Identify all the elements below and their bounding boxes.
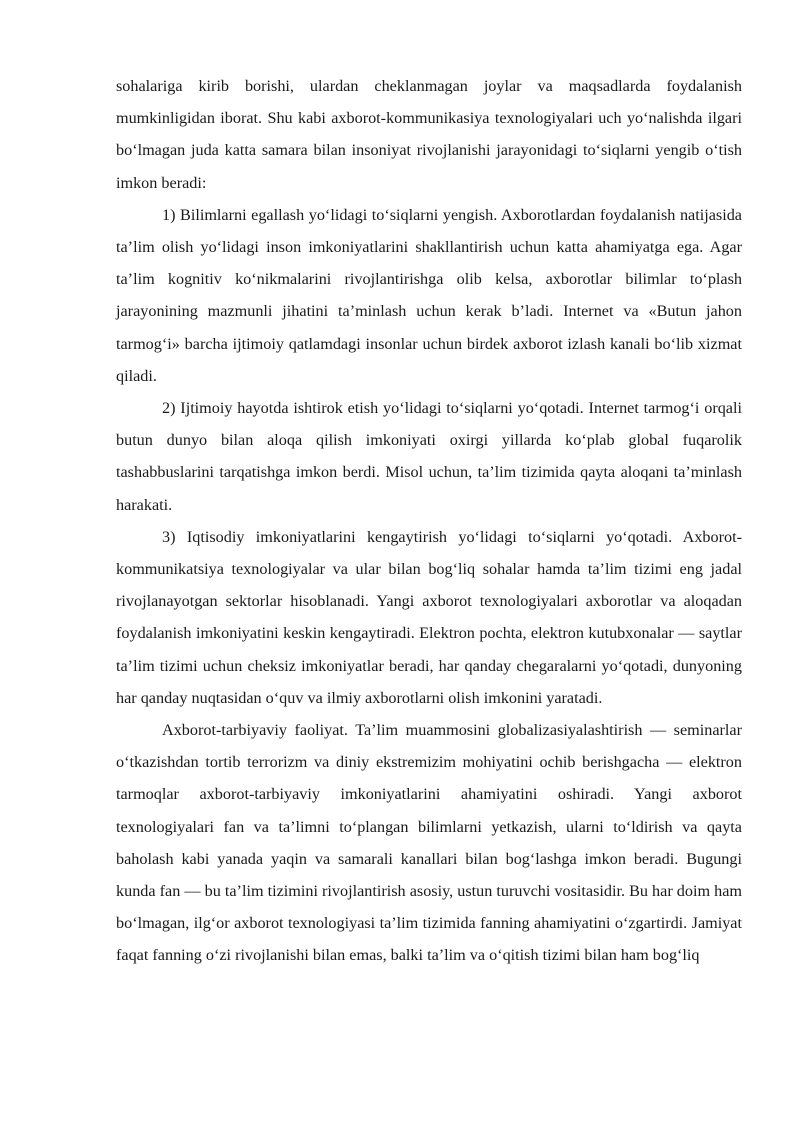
paragraph-continuation: sohalariga kirib borishi, ulardan cheklanmagan joylar va maqsadlarda foydalanish mumkinligidan iborat. Shu kabi axborot-kommunikasiya texnologiyalari uch yo‘nalishda ilgari bo‘lmagan juda katta samara bilan insoniyat rivojlanishi jarayonidagi to‘siqlarni yengib o‘tish imkon beradi: [116,77,742,192]
paragraph-point-2: 2) Ijtimoiy hayotda ishtirok etish yo‘lidagi to‘siqlarni yo‘qotadi. Internet tarmog‘i orqali butun dunyo bilan aloqa qilish imkoniyati oxirgi yillarda ko‘plab global fuqarolik tashabbuslarini tarqatishga imkon berdi. Misol uchun, ta’lim tizimida qayta aloqani ta’minlash harakati. [116,399,742,514]
document-page [116,70,742,972]
paragraph-informational-educational: Axborot-tarbiyaviy faoliyat. Ta’lim muammosini globalizasiyalashtirish — seminarlar o‘tkazishdan tortib terrorizm va diniy ekstremizim mohiyatini ochib berishgacha — elektron tarmoqlar axborot-tarbiyaviy imkoniyatlarini ahamiyatini oshiradi. Yangi axborot texnologiyalari fan va ta’limni to‘plangan bilimlarni yetkazish, ularni to‘ldirish va qayta baholash kabi yanada yaqin va samarali kanallari bilan bog‘lashga imkon beradi. Bugungi kunda fan — bu ta’lim tizimini rivojlantirish asosiy, ustun turuvchi vositasidir. Bu har doim ham bo‘lmagan, ilg‘or axborot texnologiyasi ta’lim tizimida fanning ahamiyatini o‘zgartirdi. Jamiyat faqat fanning o‘zi rivojlanishi bilan emas, balki ta’lim va o‘qitish tizimi bilan ham bog‘liq [116,721,742,965]
paragraph-point-1: 1) Bilimlarni egallash yo‘lidagi to‘siqlarni yengish. Axborotlardan foydalanish natijasida ta’lim olish yo‘lidagi inson imkoniyatlarini shakllantirish uchun katta ahamiyatga ega. Agar ta’lim kognitiv ko‘nikmalarini rivojlantirishga olib kelsa, axborotlar bilimlar to‘plash jarayonining mazmunli jihatini ta’minlash uchun kerak b’ladi. Internet va «Butun jahon tarmog‘i» barcha ijtimoiy qatlamdagi insonlar uchun birdek axborot izlash kanali bo‘lib xizmat qiladi. [116,205,742,385]
paragraph-point-3: 3) Iqtisodiy imkoniyatlarini kengaytirish yo‘lidagi to‘siqlarni yo‘qotadi. Axborot-kommunikatsiya texnologiyalar va ular bilan bog‘liq sohalar hamda ta’lim tizimi eng jadal rivojlanayotgan sektorlar hisoblanadi. Yangi axborot texnologiyalari axborotlar va aloqadan foydalanish imkoniyatini keskin kengaytiradi. Elektron pochta, elektron kutubxonalar — saytlar ta’lim tizimi uchun cheksiz imkoniyatlar beradi, har qanday chegaralarni yo‘qotadi, dunyoning har qanday nuqtasidan o‘quv va ilmiy axborotlarni olish imkonini yaratadi. [116,527,742,707]
